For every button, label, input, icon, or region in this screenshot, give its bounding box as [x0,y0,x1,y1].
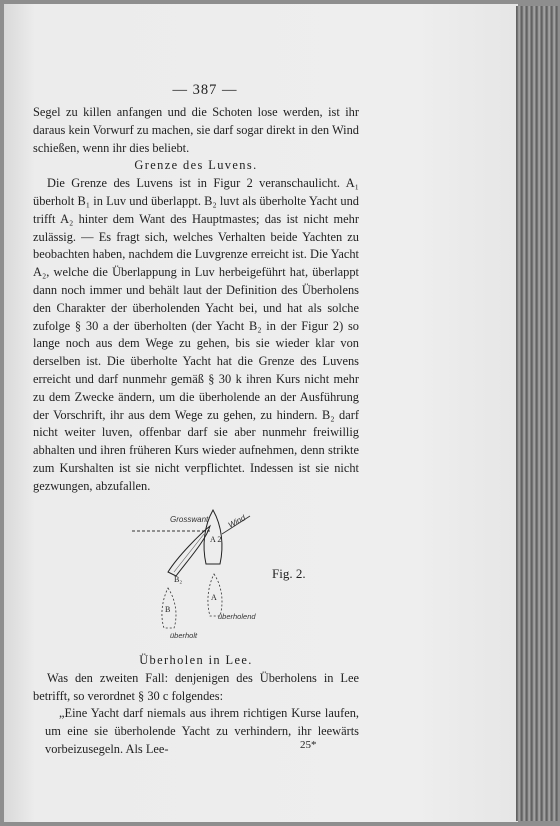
page-number: — 387 — [172,82,238,98]
yacht-a2-label: A 2 [210,535,222,544]
paragraph: Die Grenze des Luvens ist in Figur 2 veranschaulicht. A₁ überholt B₁ in Luv und überlappt. B₂ luvt als überholte Yacht und trifft A₂ hinter dem Want des Hauptmastes; das ist nicht mehr zulässig. — Es fragt sich, welches Verhalten beide Yachten zu beobachten haben, nachdem die Luvgrenze erreicht ist. Die Yacht A₂, welche die Überlappung in Luv herbeigeführt hat, überlappt dann noch immer und behält laut der Definition des Überholens den Charakter der überholenden Yacht bei, und hat als solche zufolge § 30 a der überholten (der Yacht B₂ in der Figur 2) so lange noch aus dem Wege zu gehen, bis sie wieder klar von derselben ist. Die überholte Yacht hat die Grenze des Luvens erreicht und darf nunmehr gemäß § 30 k ihren Kurs nicht mehr zu dem Zwecke ändern, um die überholende an der Ausführung der Vorschrift, ihr aus dem Wege zu gehen, zu hindern. B₂ darf nicht weiter luven, offenbar darf sie aber nunmehr freiwillig abhalten und ihren früheren Kurs wieder aufnehmen, denn strikte zum Kurshalten ist sie nicht verpflichtet. Indessen ist sie nicht gezwungen, abzufallen. [33,176,359,493]
yacht-a-label: A [211,593,217,602]
yacht-b2-mast [174,534,204,572]
signature-mark: 25* [300,739,317,751]
quote-paragraph: „Eine Yacht darf niemals aus ihrem richtigen Kurse laufen, um eine sie überholende Yacht zu verhindern, ihr leewärts vorbeizusegeln. Als Lee- [45,706,359,756]
body-text-top [33,104,359,496]
ueberholt-label: überholt [170,631,198,640]
section-heading: Grenze des Luvens. [134,158,258,173]
paragraph: Was den zweiten Fall: denjenigen des Überholens in Lee betrifft, so verordnet § 30 c folgendes: [33,670,359,703]
yacht-b2-label: B₂ [174,575,183,584]
section-heading: Überholen in Lee. [139,653,253,667]
yacht-b-label: B [165,605,171,614]
ueberholend-label: überholend [218,612,256,621]
wind-label: Wind [226,513,247,530]
figure-caption: Fig. 2. [272,566,306,581]
page-edges [516,6,558,821]
grosswant-label: Grosswant [170,515,209,524]
paragraph: Segel zu killen anfangen und die Schoten lose werden, ist ihr daraus kein Vorwurf zu machen, sie darf sogar direkt in den Wind schießen, wenn ihr dies beliebt. [33,105,359,155]
